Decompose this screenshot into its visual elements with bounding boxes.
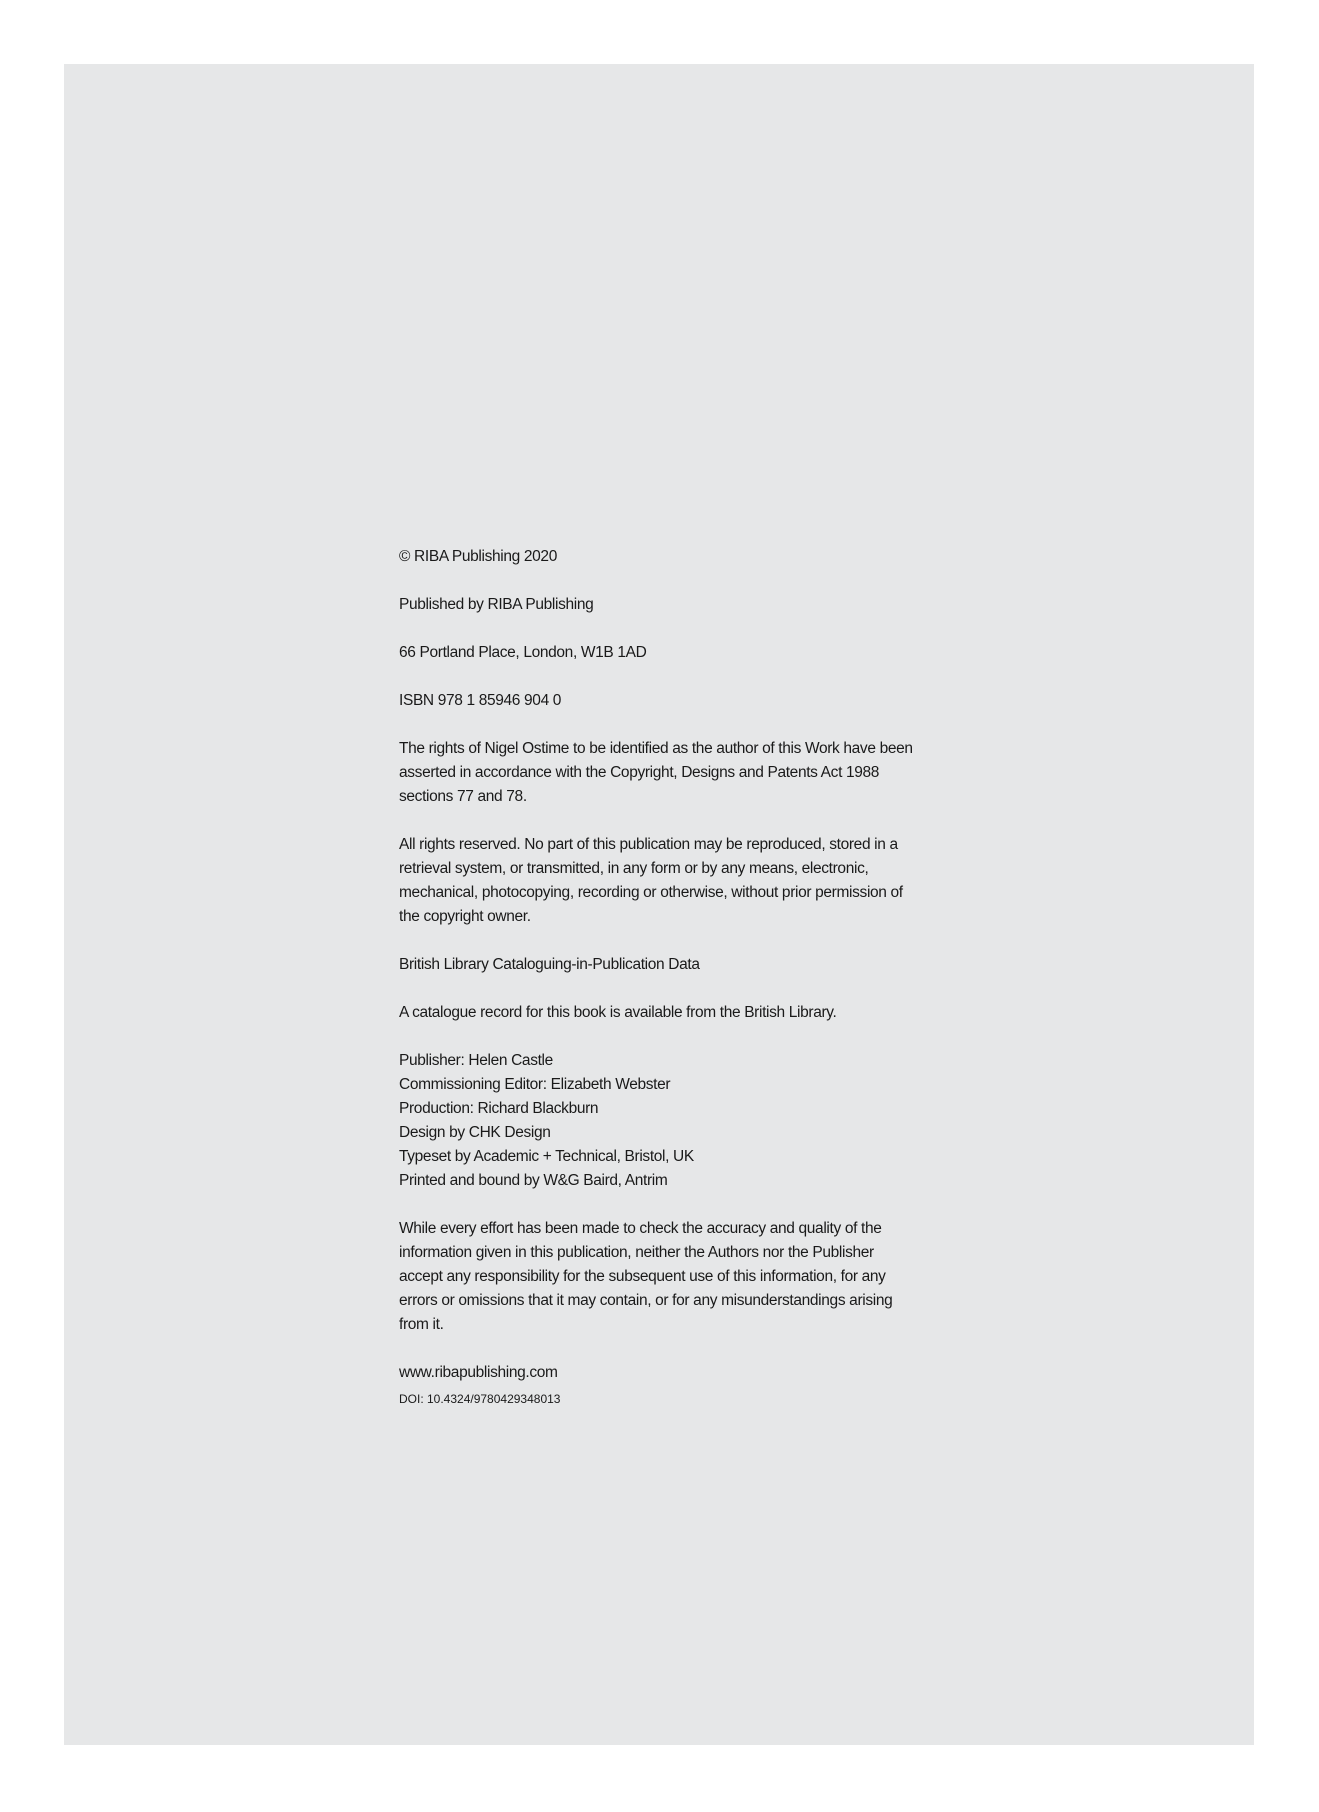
isbn-line: ISBN 978 1 85946 904 0 (399, 692, 562, 709)
credit-printed: Printed and bound by W&G Baird, Antrim (399, 1172, 668, 1189)
published-by-line: Published by RIBA Publishing (399, 596, 594, 613)
credit-typeset: Typeset by Academic + Technical, Bristol, UK (399, 1148, 694, 1165)
disclaimer: While every effort has been made to check the accuracy and quality of the information given in this publication, neither the Authors nor the Publisher accept any responsibility for the subsequent use of this information, for any errors or omissions that it may contain, or for any misunderstandings arising from it. (399, 1220, 893, 1333)
catalogue-record: A catalogue record for this book is available from the British Library. (399, 1004, 837, 1021)
cip-heading: British Library Cataloguing-in-Publication Data (399, 956, 700, 973)
credit-publisher: Publisher: Helen Castle (399, 1052, 553, 1069)
credit-commissioning-editor: Commissioning Editor: Elizabeth Webster (399, 1076, 671, 1093)
address-line: 66 Portland Place, London, W1B 1AD (399, 644, 647, 661)
doi-line: DOI: 10.4324/9780429348013 (399, 1392, 561, 1406)
website-link[interactable]: www.ribapublishing.com (399, 1364, 558, 1381)
copyright-page (64, 64, 1254, 1745)
copyright-line: © RIBA Publishing 2020 (399, 548, 557, 565)
all-rights-reserved: All rights reserved. No part of this publication may be reproduced, stored in a retrieval system, or transmitted, in any form or by any means, electronic, mechanical, photocopying, recording or otherwise, without prior permission of the copyright owner. (399, 836, 903, 925)
credit-design: Design by CHK Design (399, 1124, 551, 1141)
imprint-block (399, 545, 919, 1431)
credit-production: Production: Richard Blackburn (399, 1100, 599, 1117)
rights-statement: The rights of Nigel Ostime to be identified as the author of this Work have been asserted in accordance with the Copyright, Designs and Patents Act 1988 sections 77 and 78. (399, 740, 913, 805)
credits-list (399, 1049, 919, 1193)
